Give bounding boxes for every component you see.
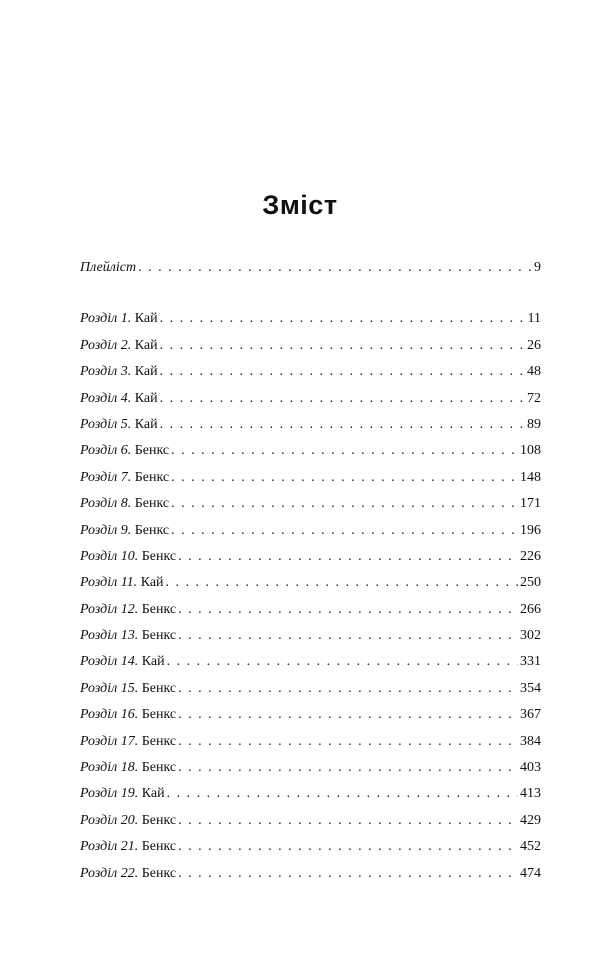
toc-entry-label [80,781,165,807]
toc-entry-label [80,386,158,412]
toc-entry-label [80,623,176,649]
chapter-narrator: Кай [134,364,158,380]
chapter-narrator: Кай [141,654,165,670]
chapter-narrator: Кай [140,575,164,591]
dot-leader [178,808,518,834]
chapter-narrator: Бенкс [141,839,177,855]
toc-entry-label [80,834,176,860]
toc-entry-chapter [80,491,541,517]
toc-entry-page: 196 [520,522,541,538]
toc-entry-page: 171 [520,496,541,512]
dot-leader [171,465,518,491]
toc-entry-chapter [80,412,541,438]
chapter-narrator: Бенкс [134,443,170,459]
toc-entry-page: 48 [527,364,541,380]
toc-entry-chapter [80,518,541,544]
chapter-narrator: Кай [134,311,158,327]
chapter-number: Розділ 8. [80,496,132,512]
chapter-narrator: Кай [134,416,158,432]
table-of-contents [80,255,541,887]
dot-leader [166,570,518,596]
dot-leader [178,597,518,623]
toc-entry-chapter [80,729,541,755]
dot-leader [160,359,525,385]
dot-leader [178,544,518,570]
chapter-narrator: Бенкс [141,760,177,776]
chapter-narrator: Бенкс [141,628,177,644]
toc-entry-label [80,438,169,464]
toc-entry-page: 266 [520,601,541,617]
toc-entry-page: 108 [520,443,541,459]
toc-entry-page: 11 [527,311,541,327]
toc-entry-page: 354 [520,680,541,696]
chapter-narrator: Бенкс [134,469,170,485]
chapter-number: Розділ 11. [80,575,138,591]
toc-entry-chapter [80,834,541,860]
toc-entry-page: 367 [520,707,541,723]
chapter-number: Розділ 13. [80,628,139,644]
dot-leader [178,861,518,887]
chapter-number: Розділ 5. [80,416,132,432]
chapter-narrator: Бенкс [141,812,177,828]
chapter-number: Розділ 7. [80,469,132,485]
toc-entry-page: 302 [520,628,541,644]
toc-entry-chapter [80,597,541,623]
toc-entry-label [80,702,176,728]
chapter-number: Розділ 21. [80,839,139,855]
toc-entry-label [80,729,176,755]
toc-entry-page: 452 [520,839,541,855]
toc-entry-page: 331 [520,654,541,670]
toc-entry-page: 403 [520,760,541,776]
chapter-number: Розділ 17. [80,733,139,749]
chapter-narrator: Бенкс [134,496,170,512]
toc-entry-label [80,544,176,570]
toc-entry-label [80,570,164,596]
dot-leader [171,491,518,517]
toc-entry-label [80,306,158,332]
chapter-narrator: Бенкс [141,733,177,749]
toc-entry-label [80,861,176,887]
toc-entry-chapter [80,465,541,491]
dot-leader [178,755,518,781]
chapter-number: Розділ 4. [80,390,132,406]
dot-leader [138,255,532,281]
toc-entry-label [80,597,176,623]
toc-entry-label [80,465,169,491]
dot-leader [178,676,518,702]
dot-leader [178,834,518,860]
toc-entry-chapter [80,333,541,359]
dot-leader [167,781,518,807]
toc-entry-page: 226 [520,548,541,564]
toc-entry-chapter [80,861,541,887]
page-title: Зміст [262,190,338,220]
chapter-number: Розділ 9. [80,522,132,538]
toc-entry-page: 26 [527,337,541,353]
dot-leader [160,386,525,412]
dot-leader [178,623,518,649]
toc-entry-chapter [80,544,541,570]
chapter-number: Розділ 14. [80,654,139,670]
dot-leader [171,518,518,544]
chapter-narrator: Бенкс [141,865,177,881]
toc-entry-chapter [80,781,541,807]
chapter-narrator: Бенкс [141,601,177,617]
dot-leader [160,306,526,332]
toc-entry-chapter [80,623,541,649]
dot-leader [178,729,518,755]
chapter-number: Розділ 16. [80,707,139,723]
toc-entry-chapter [80,649,541,675]
toc-entry-page: 9 [534,260,541,275]
chapter-number: Розділ 6. [80,443,132,459]
toc-entry-page: 474 [520,865,541,881]
toc-entry-label [80,412,158,438]
toc-entry-label: Плейліст [80,260,137,275]
toc-entry-chapter [80,755,541,781]
dot-leader [167,649,518,675]
chapter-narrator: Кай [134,337,158,353]
chapter-number: Розділ 2. [80,337,132,353]
toc-entry-chapter [80,386,541,412]
toc-entry-chapter [80,676,541,702]
toc-entry-label [80,518,169,544]
chapter-number: Розділ 1. [80,311,132,327]
toc-entry-label [80,359,158,385]
toc-entry-chapter [80,306,541,332]
toc-entry-page: 429 [520,812,541,828]
toc-entry-page: 384 [520,733,541,749]
toc-entry-label [80,755,176,781]
chapter-number: Розділ 3. [80,364,132,380]
chapter-narrator: Бенкс [134,522,170,538]
toc-entry-chapter [80,702,541,728]
toc-entry-chapter [80,808,541,834]
toc-entry-page: 413 [520,786,541,802]
dot-leader [171,438,518,464]
toc-entry-playlist [80,255,541,281]
chapter-number: Розділ 20. [80,812,139,828]
dot-leader [178,702,518,728]
toc-entry-label [80,333,158,359]
dot-leader [160,333,525,359]
chapter-narrator: Бенкс [141,680,177,696]
chapter-number: Розділ 15. [80,680,139,696]
toc-entry-page: 148 [520,469,541,485]
toc-entry-page: 250 [520,575,541,591]
chapter-narrator: Кай [141,786,165,802]
toc-entry-chapter [80,359,541,385]
toc-entry-label [80,491,169,517]
toc-entry-page: 72 [527,390,541,406]
toc-entry-chapter [80,438,541,464]
chapter-number: Розділ 12. [80,601,139,617]
chapter-narrator: Бенкс [141,707,177,723]
chapter-number: Розділ 10. [80,548,139,564]
toc-entry-label [80,808,176,834]
chapter-number: Розділ 18. [80,760,139,776]
chapter-narrator: Бенкс [141,548,177,564]
chapter-narrator: Кай [134,390,158,406]
chapter-number: Розділ 22. [80,865,139,881]
chapter-number: Розділ 19. [80,786,139,802]
toc-entry-label [80,649,165,675]
dot-leader [160,412,525,438]
toc-entry-chapter [80,570,541,596]
toc-entry-page: 89 [527,416,541,432]
toc-entry-label [80,676,176,702]
